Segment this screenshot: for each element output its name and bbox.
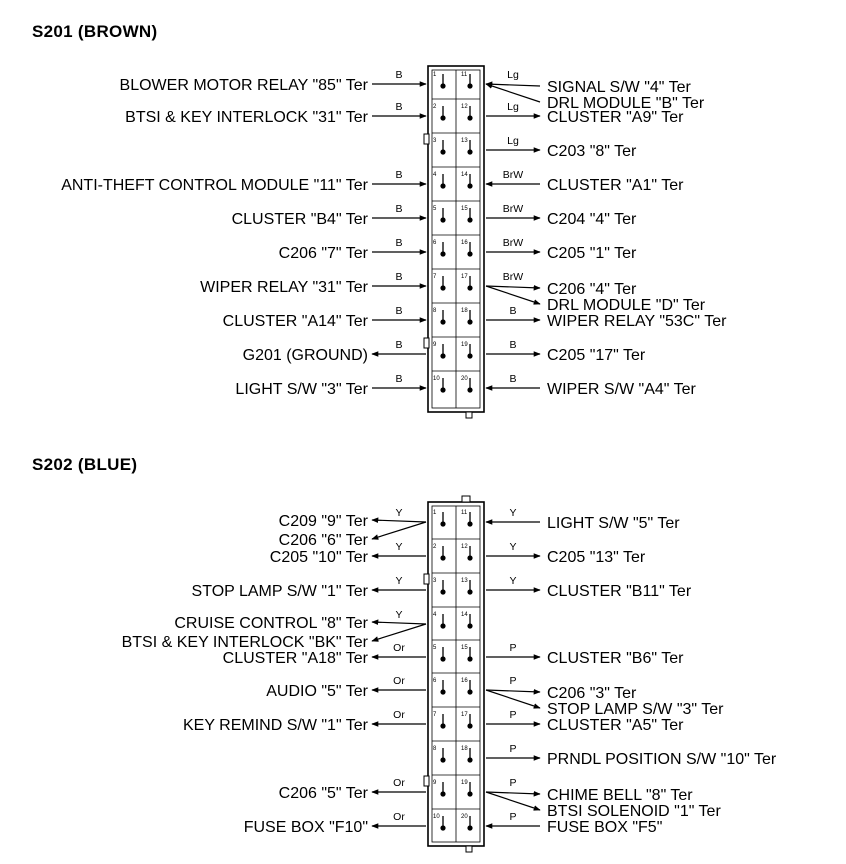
s201-right-wire [486, 286, 540, 288]
s202-right-wire-color: P [509, 777, 517, 789]
s201-right-label: CLUSTER "A9" Ter [547, 109, 684, 126]
s201-right-wire [486, 286, 540, 304]
s201-pin-number: 7 [433, 274, 437, 280]
s202-pin-number: 2 [433, 544, 437, 550]
s202-pin-dot [467, 589, 472, 594]
s201-left-wire-color: B [395, 237, 403, 249]
s201-left-label: C206 "7" Ter [278, 245, 368, 262]
s201-pin-dot [467, 285, 472, 290]
s202-left-wire-color: Or [393, 811, 405, 823]
s201-right-label: C205 "17" Ter [547, 347, 646, 364]
s202-pin-number: 19 [461, 780, 468, 786]
s201-left-label: ANTI-THEFT CONTROL MODULE "11" Ter [61, 177, 368, 194]
s202-left-label: C205 "10" Ter [269, 549, 368, 566]
s201-pin-dot [440, 251, 445, 256]
s201-pin-number: 9 [433, 342, 437, 348]
s201-left-label: CLUSTER "A14" Ter [222, 313, 368, 330]
s201-left-wire-color: B [395, 69, 403, 81]
s202-pin-number: 15 [461, 645, 468, 651]
s202-left-wire-color: Or [393, 642, 405, 654]
s201-left-label: LIGHT S/W "3" Ter [235, 381, 368, 398]
s201-left-wire-color: B [395, 101, 403, 113]
s202-pin-number: 5 [433, 645, 437, 651]
s202-left-label: BTSI & KEY INTERLOCK "BK" Ter [121, 634, 368, 651]
s202-left-label: STOP LAMP S/W "1" Ter [191, 583, 368, 600]
s202-left-label: C206 "5" Ter [278, 785, 368, 802]
s201-pin-dot [440, 285, 445, 290]
s201-left-label: G201 (GROUND) [242, 347, 368, 364]
s202-pin-number: 11 [461, 510, 468, 516]
s201-latch-tab [424, 338, 429, 348]
s201-left-wire-color: B [395, 271, 403, 283]
s202-pin-dot [440, 825, 445, 830]
s202-left-label: CRUISE CONTROL "8" Ter [174, 615, 368, 632]
s201-pin-number: 11 [461, 72, 468, 78]
s201-left-wire-color: B [395, 203, 403, 215]
s201-pin-dot [467, 319, 472, 324]
s201-pin-number: 4 [433, 172, 437, 178]
s201-pin-number: 5 [433, 206, 437, 212]
s201-pin-number: 12 [461, 104, 468, 110]
s201-right-wire-color: Lg [507, 101, 519, 113]
s201-pin-number: 15 [461, 206, 468, 212]
s202-right-wire [486, 690, 540, 692]
s201-right-label: C203 "8" Ter [547, 143, 637, 160]
s202-pin-number: 17 [461, 712, 468, 718]
s201-pin-number: 13 [461, 138, 468, 144]
s202-left-label: C209 "9" Ter [278, 513, 368, 530]
s202-pin-dot [467, 521, 472, 526]
s201-left-wire-color: B [395, 305, 403, 317]
s201-title: S201 (BROWN) [32, 22, 158, 41]
s202-right-label: BTSI SOLENOID "1" Ter [547, 803, 721, 820]
s201-right-wire [486, 84, 540, 102]
s202-left-wire-color: Y [395, 507, 403, 519]
s201-pin-number: 16 [461, 240, 468, 246]
s201-pin-dot [440, 149, 445, 154]
s201-right-label: SIGNAL S/W "4" Ter [547, 79, 691, 96]
s201-right-label: WIPER RELAY "53C" Ter [547, 313, 727, 330]
s202-right-wire-color: P [509, 811, 517, 823]
s202-pin-dot [440, 689, 445, 694]
s202-right-label: C205 "13" Ter [547, 549, 646, 566]
s201-pin-dot [467, 251, 472, 256]
s201-pin-dot [440, 183, 445, 188]
s202-pin-number: 7 [433, 712, 437, 718]
s201-pin-dot [440, 319, 445, 324]
s202-pin-dot [467, 623, 472, 628]
s202-pin-number: 16 [461, 678, 468, 684]
s201-left-label: BTSI & KEY INTERLOCK "31" Ter [125, 109, 368, 126]
s202-left-wire-color: Or [393, 777, 405, 789]
s201-right-label: C205 "1" Ter [547, 245, 637, 262]
s201-left-wire-color: B [395, 169, 403, 181]
s202-right-wire-color: Y [509, 507, 517, 519]
s201-right-wire-color: BrW [502, 169, 524, 181]
s202-right-wire [486, 792, 540, 794]
s201-pin-dot [440, 115, 445, 120]
s202-pin-dot [440, 757, 445, 762]
s202-pin-number: 6 [433, 678, 437, 684]
s202-right-label: CLUSTER "A5" Ter [547, 717, 684, 734]
s202-pin-number: 12 [461, 544, 468, 550]
s201-pin-dot [440, 217, 445, 222]
s202-latch-tab [424, 776, 429, 786]
s202-pin-number: 18 [461, 746, 468, 752]
s202-key-tab [466, 846, 472, 852]
s202-left-wire-color: Or [393, 709, 405, 721]
s201-left-wire-color: B [395, 373, 403, 385]
s202-right-wire-color: P [509, 642, 517, 654]
s201-key-tab [466, 412, 472, 418]
s201-right-wire-color: B [509, 373, 517, 385]
s201-pin-dot [467, 353, 472, 358]
s201-left-wire-color: B [395, 339, 403, 351]
s201-pin-number: 6 [433, 240, 437, 246]
s202-pin-dot [440, 656, 445, 661]
s202-right-wire-color: Y [509, 575, 517, 587]
s201-pin-dot [440, 353, 445, 358]
s202-pin-dot [467, 791, 472, 796]
s201-right-label: C206 "4" Ter [547, 281, 637, 298]
s201-latch-tab [424, 134, 429, 144]
s202-pin-number: 9 [433, 780, 437, 786]
s202-pin-dot [467, 825, 472, 830]
s201-pin-number: 14 [461, 172, 468, 178]
s202-left-label: AUDIO "5" Ter [266, 683, 368, 700]
s202-pin-dot [467, 555, 472, 560]
s202-pin-dot [440, 521, 445, 526]
s202-pin-dot [467, 656, 472, 661]
s201-pin-dot [467, 217, 472, 222]
s202-right-label: STOP LAMP S/W "3" Ter [547, 701, 724, 718]
s202-pin-dot [440, 623, 445, 628]
s202-left-wire [372, 622, 426, 624]
s202-pin-number: 4 [433, 612, 437, 618]
s202-pin-dot [440, 555, 445, 560]
s202-right-label: CLUSTER "B6" Ter [547, 650, 684, 667]
s201-pin-number: 17 [461, 274, 468, 280]
s202-right-label: C206 "3" Ter [547, 685, 637, 702]
s201-pin-dot [467, 149, 472, 154]
s201-right-label: C204 "4" Ter [547, 211, 637, 228]
s202-left-wire-color: Y [395, 541, 403, 553]
s201-pin-dot [467, 83, 472, 88]
s202-left-wire-color: Y [395, 609, 403, 621]
s202-pin-number: 10 [433, 814, 440, 820]
s201-pin-number: 20 [461, 376, 468, 382]
s201-right-label: WIPER S/W "A4" Ter [547, 381, 696, 398]
s202-pin-dot [440, 791, 445, 796]
s201-pin-dot [440, 83, 445, 88]
s201-right-wire-color: B [509, 305, 517, 317]
s202-left-label: CLUSTER "A18" Ter [222, 650, 368, 667]
s201-right-wire-color: BrW [502, 203, 524, 215]
s201-pin-dot [467, 183, 472, 188]
s201-right-label: CLUSTER "A1" Ter [547, 177, 684, 194]
s201-left-label: WIPER RELAY "31" Ter [200, 279, 368, 296]
s202-right-label: FUSE BOX "F5" [547, 819, 663, 836]
s202-left-label: FUSE BOX "F10" [243, 819, 368, 836]
s201-right-wire [486, 84, 540, 86]
s202-pin-number: 8 [433, 746, 437, 752]
s202-right-label: PRNDL POSITION S/W "10" Ter [547, 751, 777, 768]
s202-right-wire [486, 690, 540, 708]
s201-pin-dot [440, 387, 445, 392]
s202-left-wire [372, 624, 426, 641]
s201-pin-number: 18 [461, 308, 468, 314]
s202-pin-dot [440, 589, 445, 594]
s201-right-wire-color: BrW [502, 237, 524, 249]
s201-pin-dot [467, 387, 472, 392]
s201-right-wire-color: B [509, 339, 517, 351]
s201-right-label: DRL MODULE "B" Ter [547, 95, 705, 112]
s202-key-tab [462, 496, 470, 502]
s202-right-label: CLUSTER "B11" Ter [547, 583, 692, 600]
s202-pin-dot [467, 757, 472, 762]
s202-pin-dot [467, 723, 472, 728]
s202-left-wire [372, 520, 426, 522]
s201-right-wire-color: Lg [507, 135, 519, 147]
s202-latch-tab [424, 574, 429, 584]
s202-title: S202 (BLUE) [32, 455, 138, 474]
s202-pin-dot [440, 723, 445, 728]
s202-pin-number: 14 [461, 612, 468, 618]
s201-pin-dot [467, 115, 472, 120]
s202-right-label: LIGHT S/W "5" Ter [547, 515, 680, 532]
s201-pin-number: 19 [461, 342, 468, 348]
s201-left-label: CLUSTER "B4" Ter [231, 211, 368, 228]
s202-right-wire-color: P [509, 709, 517, 721]
s201-pin-number: 10 [433, 376, 440, 382]
s201-right-label: DRL MODULE "D" Ter [547, 297, 706, 314]
s202-left-wire [372, 522, 426, 539]
s202-right-label: CHIME BELL "8" Ter [547, 787, 693, 804]
s202-right-wire-color: Y [509, 541, 517, 553]
s201-right-wire-color: BrW [502, 271, 524, 283]
s201-pin-number: 2 [433, 104, 437, 110]
s201-pin-number: 3 [433, 138, 437, 144]
s202-pin-number: 3 [433, 578, 437, 584]
s202-pin-number: 20 [461, 814, 468, 820]
s202-right-wire-color: P [509, 675, 517, 687]
s201-pin-number: 1 [433, 72, 437, 78]
s202-left-wire-color: Y [395, 575, 403, 587]
s201-left-label: BLOWER MOTOR RELAY "85" Ter [119, 77, 368, 94]
s201-right-wire-color: Lg [507, 69, 519, 81]
s202-left-wire-color: Or [393, 675, 405, 687]
s201-pin-number: 8 [433, 308, 437, 314]
s202-pin-number: 13 [461, 578, 468, 584]
s202-pin-dot [467, 689, 472, 694]
s202-left-label: C206 "6" Ter [278, 532, 368, 549]
s202-left-label: KEY REMIND S/W "1" Ter [182, 717, 368, 734]
s202-right-wire [486, 792, 540, 810]
s202-pin-number: 1 [433, 510, 437, 516]
s202-right-wire-color: P [509, 743, 517, 755]
